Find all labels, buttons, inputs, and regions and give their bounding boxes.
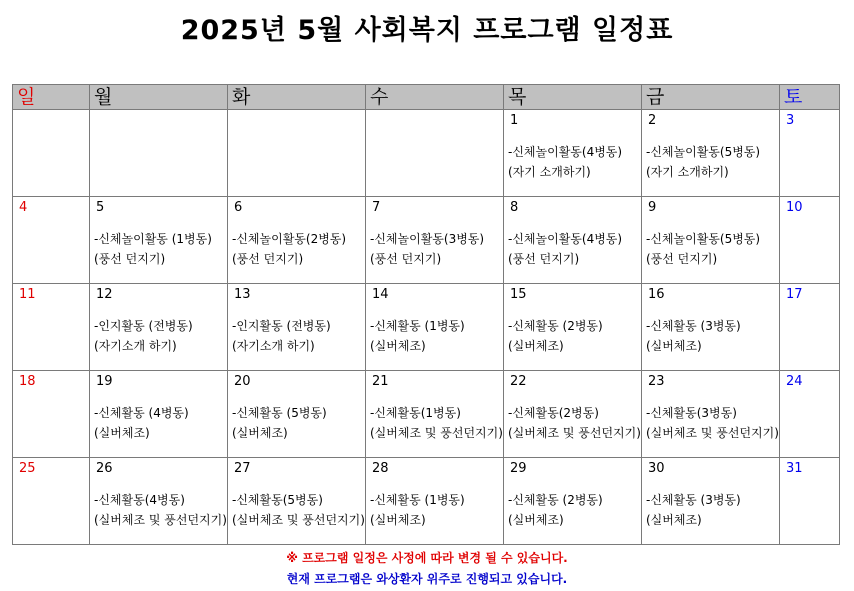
program-activity: -신체놀이활동(4병동): [508, 232, 623, 246]
calendar-day-cell: [780, 458, 840, 545]
program-entry: [90, 490, 227, 530]
program-entry: [90, 403, 227, 443]
calendar-day-cell: [90, 284, 228, 371]
calendar-day-cell: [642, 197, 780, 284]
program-entry: [504, 229, 641, 269]
day-number: 8: [510, 200, 519, 215]
weekday-header-row: [13, 85, 840, 110]
day-number: 28: [372, 461, 389, 476]
calendar-table: [12, 84, 840, 545]
calendar-day-cell: [228, 284, 366, 371]
day-number: [366, 110, 503, 113]
calendar-day-cell: [504, 284, 642, 371]
day-number: 23: [648, 374, 665, 389]
day-number: 15: [510, 287, 527, 302]
week-row: [13, 110, 840, 197]
weekday-sat: 토: [780, 85, 840, 110]
week-row: [13, 458, 840, 545]
weekday-fri: 금: [642, 85, 780, 110]
program-detail: (자기소개 하기): [232, 339, 315, 353]
day-number: 2: [648, 113, 657, 128]
program-detail: (풍선 던지기): [232, 252, 304, 266]
calendar-day-cell: [366, 371, 504, 458]
calendar-day-cell: [13, 458, 90, 545]
program-detail: (실버체조): [646, 513, 702, 527]
day-number: [228, 110, 365, 113]
calendar-day-cell: [642, 371, 780, 458]
calendar-day-cell: [228, 371, 366, 458]
calendar-day-cell: [504, 371, 642, 458]
day-number: 13: [234, 287, 251, 302]
program-entry: [366, 403, 503, 443]
week-row: [13, 284, 840, 371]
program-entry: [504, 316, 641, 356]
page-title: 2025년 5월 사회복지 프로그램 일정표: [180, 15, 674, 46]
calendar-day-cell: [366, 197, 504, 284]
program-activity: -신체활동 (1병동): [370, 493, 465, 507]
program-activity: -신체활동(3병동): [646, 406, 737, 420]
calendar-day-cell: [90, 458, 228, 545]
day-number: [90, 110, 227, 113]
program-detail: (실버체조): [370, 339, 426, 353]
day-number: 26: [96, 461, 113, 476]
day-number: 25: [19, 461, 36, 476]
day-number: 29: [510, 461, 527, 476]
program-entry: [90, 316, 227, 356]
calendar-day-cell: [13, 284, 90, 371]
day-number: 27: [234, 461, 251, 476]
program-detail: (실버체조 및 풍선던지기): [646, 426, 779, 440]
program-entry: [228, 229, 365, 269]
day-number: 31: [786, 461, 803, 476]
day-number: 4: [19, 200, 28, 215]
day-number: 20: [234, 374, 251, 389]
day-number: 14: [372, 287, 389, 302]
program-detail: (실버체조): [508, 513, 564, 527]
program-detail: (자기 소개하기): [508, 165, 591, 179]
program-entry: [228, 490, 365, 530]
calendar-day-cell: [90, 197, 228, 284]
program-entry: [366, 316, 503, 356]
program-entry: [642, 316, 779, 356]
program-activity: -신체활동(5병동): [232, 493, 323, 507]
program-activity: -신체놀이활동(5병동): [646, 145, 761, 159]
calendar-day-cell: [228, 197, 366, 284]
program-activity: -신체놀이활동(2병동): [232, 232, 347, 246]
program-activity: -신체놀이활동(5병동): [646, 232, 761, 246]
calendar-day-cell: [90, 371, 228, 458]
program-activity: -신체활동(2병동): [508, 406, 599, 420]
program-detail: (풍선 던지기): [646, 252, 718, 266]
program-activity: -신체활동(1병동): [370, 406, 461, 420]
day-number: 16: [648, 287, 665, 302]
program-entry: [642, 142, 779, 182]
calendar-day-cell: [13, 371, 90, 458]
program-detail: (실버체조 및 풍선던지기): [232, 513, 365, 527]
program-entry: [228, 316, 365, 356]
day-number: 3: [786, 113, 795, 128]
day-number: [13, 110, 89, 113]
program-activity: -인지활동 (전병동): [232, 319, 331, 333]
program-entry: [90, 229, 227, 269]
program-detail: (실버체조): [232, 426, 288, 440]
day-number: 5: [96, 200, 105, 215]
program-entry: [642, 403, 779, 443]
day-number: 22: [510, 374, 527, 389]
calendar-day-cell: [13, 197, 90, 284]
program-detail: (실버체조 및 풍선던지기): [508, 426, 641, 440]
program-detail: (실버체조 및 풍선던지기): [94, 513, 227, 527]
program-entry: [504, 490, 641, 530]
day-number: 30: [648, 461, 665, 476]
program-activity: -신체활동 (2병동): [508, 493, 603, 507]
day-number: 19: [96, 374, 113, 389]
day-number: 7: [372, 200, 381, 215]
weekday-mon: 월: [90, 85, 228, 110]
day-number: 24: [786, 374, 803, 389]
program-detail: (실버체조): [646, 339, 702, 353]
week-row: [13, 371, 840, 458]
program-focus-notice: 현재 프로그램은 와상환자 위주로 진행되고 있습니다.: [286, 572, 568, 586]
calendar-day-cell: [90, 110, 228, 197]
program-detail: (풍선 던지기): [508, 252, 580, 266]
calendar-day-cell: [366, 110, 504, 197]
calendar-day-cell: [366, 284, 504, 371]
day-number: 11: [19, 287, 36, 302]
program-entry: [366, 490, 503, 530]
calendar-day-cell: [13, 110, 90, 197]
program-detail: (자기소개 하기): [94, 339, 177, 353]
program-detail: (실버체조): [94, 426, 150, 440]
calendar-day-cell: [504, 110, 642, 197]
program-activity: -신체활동 (5병동): [232, 406, 327, 420]
program-entry: [228, 403, 365, 443]
day-number: 1: [510, 113, 519, 128]
program-entry: [642, 229, 779, 269]
program-entry: [504, 403, 641, 443]
day-number: 10: [786, 200, 803, 215]
program-activity: -신체활동 (2병동): [508, 319, 603, 333]
day-number: 17: [786, 287, 803, 302]
program-entry: [504, 142, 641, 182]
program-detail: (실버체조): [508, 339, 564, 353]
calendar-day-cell: [642, 458, 780, 545]
day-number: 18: [19, 374, 36, 389]
day-number: 12: [96, 287, 113, 302]
program-detail: (실버체조 및 풍선던지기): [370, 426, 503, 440]
program-detail: (자기 소개하기): [646, 165, 729, 179]
program-activity: -신체놀이활동 (1병동): [94, 232, 212, 246]
calendar-day-cell: [780, 284, 840, 371]
program-activity: -인지활동 (전병동): [94, 319, 193, 333]
program-entry: [366, 229, 503, 269]
calendar-day-cell: [228, 110, 366, 197]
program-activity: -신체놀이활동(4병동): [508, 145, 623, 159]
weekday-tue: 화: [228, 85, 366, 110]
calendar-day-cell: [504, 458, 642, 545]
week-row: [13, 197, 840, 284]
program-activity: -신체활동(4병동): [94, 493, 185, 507]
program-activity: -신체활동 (3병동): [646, 493, 741, 507]
program-entry: [642, 490, 779, 530]
weekday-sun: 일: [13, 85, 90, 110]
calendar-day-cell: [504, 197, 642, 284]
weekday-thu: 목: [504, 85, 642, 110]
day-number: 6: [234, 200, 243, 215]
calendar-day-cell: [780, 197, 840, 284]
program-activity: -신체활동 (1병동): [370, 319, 465, 333]
schedule-change-notice: ※ 프로그램 일정은 사정에 따라 변경 될 수 있습니다.: [286, 551, 568, 565]
program-detail: (풍선 던지기): [94, 252, 166, 266]
calendar-day-cell: [780, 371, 840, 458]
calendar-day-cell: [642, 110, 780, 197]
program-activity: -신체활동 (4병동): [94, 406, 189, 420]
weekday-wed: 수: [366, 85, 504, 110]
calendar-day-cell: [366, 458, 504, 545]
calendar-day-cell: [642, 284, 780, 371]
calendar-day-cell: [228, 458, 366, 545]
day-number: 9: [648, 200, 657, 215]
calendar-day-cell: [780, 110, 840, 197]
program-detail: (실버체조): [370, 513, 426, 527]
program-activity: -신체활동 (3병동): [646, 319, 741, 333]
program-detail: (풍선 던지기): [370, 252, 442, 266]
day-number: 21: [372, 374, 389, 389]
program-activity: -신체놀이활동(3병동): [370, 232, 485, 246]
